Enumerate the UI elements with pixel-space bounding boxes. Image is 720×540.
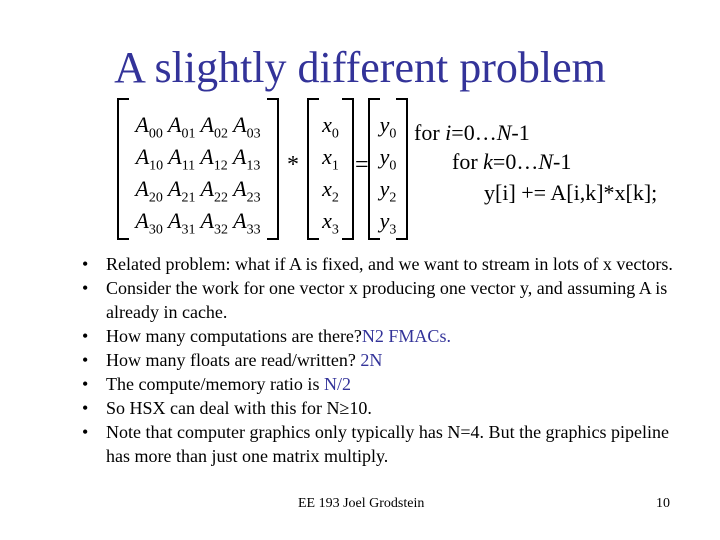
bullet-dot-icon: • (82, 422, 89, 442)
vector-y-entry: $y_0$ (379, 112, 397, 142)
matrix-a (117, 98, 279, 238)
matrix-a-row-3: $A_{30}$ $A_{31}$ $A_{32}$ $A_{33}$ (135, 208, 261, 238)
equals-operator: = (355, 152, 369, 178)
bullet-dot-icon: • (82, 350, 89, 370)
multiply-operator: * (287, 152, 299, 178)
bullet-list (82, 252, 682, 468)
vector-y (368, 98, 408, 238)
slide-title: A slightly different problem (114, 43, 606, 92)
bullet-answer: N/2 (323, 374, 351, 394)
bullet-item: • The compute/memory ratio is N/2 (82, 374, 351, 394)
vector-x-entry: $x_3$ (322, 208, 339, 238)
footer-page-number: 10 (656, 496, 670, 511)
matrix-a-row-1: $A_{10}$ $A_{11}$ $A_{12}$ $A_{13}$ (135, 144, 261, 174)
bullet-dot-icon: • (82, 278, 89, 298)
code-line-2: for k=0…N-1 (452, 149, 572, 174)
matrix-a-row-0: $A_{00}$ $A_{01}$ $A_{02}$ $A_{03}$ (135, 112, 261, 142)
vector-x-entry: $x_1$ (322, 144, 339, 174)
bullet-item: • So HSX can deal with this for N≥10. (82, 398, 372, 418)
code-line-1: for i=0…N-1 (414, 120, 530, 145)
bullet-dot-icon: • (82, 254, 89, 274)
bullet-answer: 2N (360, 350, 383, 370)
vector-y-entry: $y_0$ (379, 144, 397, 174)
code-line-3: y[i] += A[i,k]*x[k]; (484, 180, 658, 205)
vector-y-entry: $y_2$ (379, 176, 397, 206)
bullet-dot-icon: • (82, 398, 89, 418)
bullet-dot-icon: • (82, 326, 89, 346)
bullet-item: • How many computations are there?N2 FMACs. (82, 326, 451, 346)
bullet-answer: N2 FMACs. (361, 326, 451, 346)
bullet-item: • Consider the work for one vector x producing one vector y, and assuming A is already in cache. (82, 278, 668, 322)
vector-x (307, 98, 354, 238)
vector-x-entry: $x_2$ (322, 176, 339, 206)
vector-x-entry: $x_0$ (322, 112, 339, 142)
matrix-a-row-2: $A_{20}$ $A_{21}$ $A_{22}$ $A_{23}$ (135, 176, 261, 206)
footer-course: EE 193 Joel Grodstein (298, 496, 425, 511)
bullet-item: • Related problem: what if A is fixed, and we want to stream in lots of x vectors. (82, 254, 673, 274)
vector-y-entry: $y_3$ (379, 208, 397, 238)
bullet-dot-icon: • (82, 374, 89, 394)
bullet-item: • Note that computer graphics only typically has N=4. But the graphics pipeline has more than just one matrix multiply. (82, 422, 670, 466)
bullet-item: • How many floats are read/written? 2N (82, 350, 383, 370)
